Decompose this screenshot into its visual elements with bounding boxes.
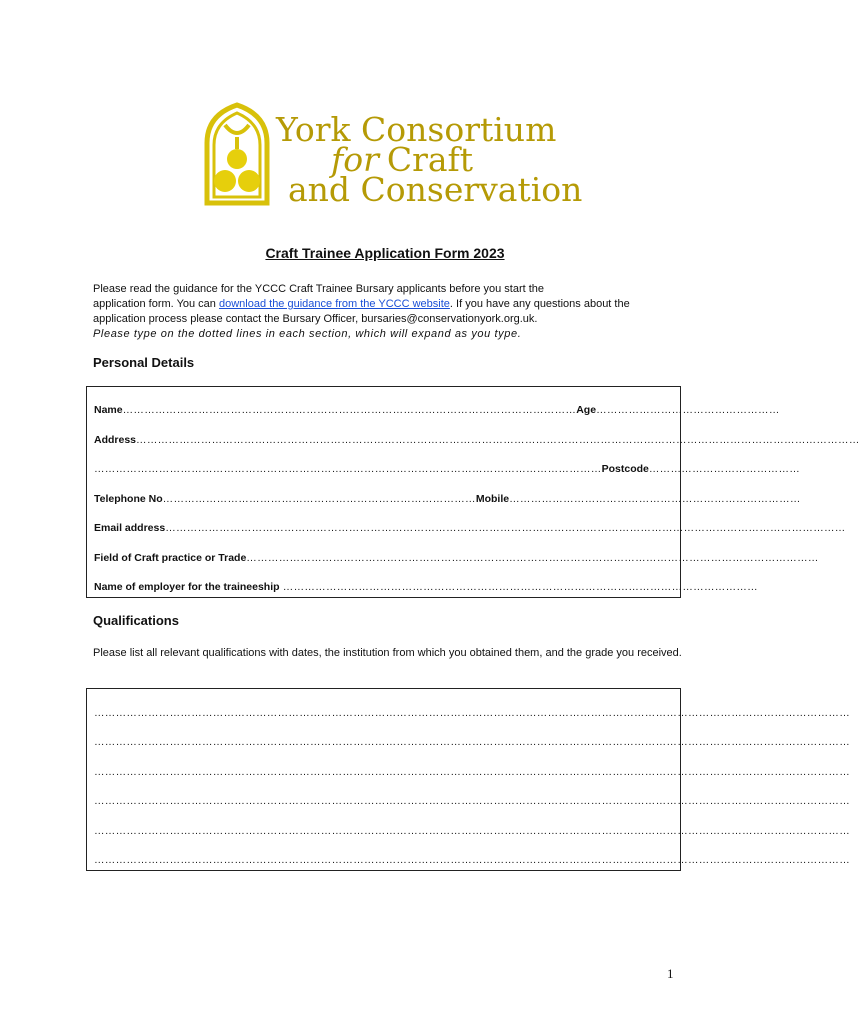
- qualification-line[interactable]: …………………………………………………………………………………………………………………………………………………………………………………………: [94, 736, 850, 748]
- name-row[interactable]: Name………………………………………………………………………………………………………………Age……………………………………………: [94, 404, 780, 416]
- mobile-label: Mobile: [475, 493, 510, 505]
- postcode-row[interactable]: ……………………………………………………………………………………………………………………………Postcode……………………………………: [94, 463, 801, 475]
- craft-field-label: Field of Craft practice or Trade: [94, 552, 247, 564]
- age-label: Age: [576, 404, 597, 416]
- personal-details-box: [86, 386, 860, 598]
- qualifications-heading: Qualifications: [93, 613, 179, 628]
- form-title: Craft Trainee Application Form 2023: [265, 245, 505, 261]
- window-emblem-icon: [203, 103, 271, 205]
- address-label: Address: [94, 434, 137, 446]
- logo: [203, 103, 583, 209]
- intro-line-1: Please read the guidance for the YCCC Craft Trainee Bursary applicants before you start the: [93, 283, 545, 295]
- intro-text: [93, 282, 693, 342]
- qualification-line[interactable]: …………………………………………………………………………………………………………………………………………………………………………………………: [94, 825, 850, 837]
- intro-line-2: [93, 297, 693, 312]
- intro-line-3: application process please contact the Bursary Officer, bursaries@conservationyork.org.uk.: [93, 313, 538, 325]
- intro-line-2-end: . If you have any questions about the: [449, 298, 630, 310]
- logo-line-2-italic: for: [331, 140, 379, 179]
- logo-line-1: York Consortium: [276, 110, 557, 149]
- intro-line-2-start: application form. You can: [93, 298, 219, 310]
- email-label: Email address: [94, 522, 166, 534]
- name-label: Name: [94, 404, 123, 416]
- telephone-row[interactable]: Telephone No……………………………………………………………………………Mobile………………………………………………………………………: [94, 493, 801, 505]
- personal-details-heading: Personal Details: [93, 355, 195, 370]
- qualification-line[interactable]: …………………………………………………………………………………………………………………………………………………………………………………………: [94, 854, 850, 866]
- address-row[interactable]: Address…………………………………………………………………………………………………………………………………………………………………………………: [94, 434, 860, 446]
- qualification-line[interactable]: …………………………………………………………………………………………………………………………………………………………………………………………: [94, 795, 850, 807]
- qualifications-intro: Please list all relevant qualifications with dates, the institution from which you obtained them, and the grade you received.: [93, 647, 682, 659]
- qualification-line[interactable]: …………………………………………………………………………………………………………………………………………………………………………………………: [94, 766, 850, 778]
- typing-note: Please type on the dotted lines in each section, which will expand as you type.: [93, 328, 522, 340]
- qualifications-box: [86, 688, 850, 871]
- logo-line-3: and Conservation: [288, 170, 583, 209]
- telephone-label: Telephone No: [94, 493, 163, 505]
- logo-line-2-rest: Craft: [386, 140, 474, 179]
- page-number: 1: [667, 966, 674, 981]
- email-row[interactable]: Email address………………………………………………………………………………………………………………………………………………………………………: [94, 522, 846, 534]
- employer-row[interactable]: Name of employer for the traineeship ……………………………………………………………………………………………………………………: [94, 581, 758, 593]
- employer-label: Name of employer for the traineeship: [94, 581, 280, 593]
- craft-field-row[interactable]: Field of Craft practice or Trade……………………………………………………………………………………………………………………………………………: [94, 552, 819, 564]
- guidance-link[interactable]: download the guidance from the YCCC website: [218, 298, 450, 310]
- qualification-line[interactable]: …………………………………………………………………………………………………………………………………………………………………………………………: [94, 707, 850, 719]
- postcode-label: Postcode: [601, 463, 649, 475]
